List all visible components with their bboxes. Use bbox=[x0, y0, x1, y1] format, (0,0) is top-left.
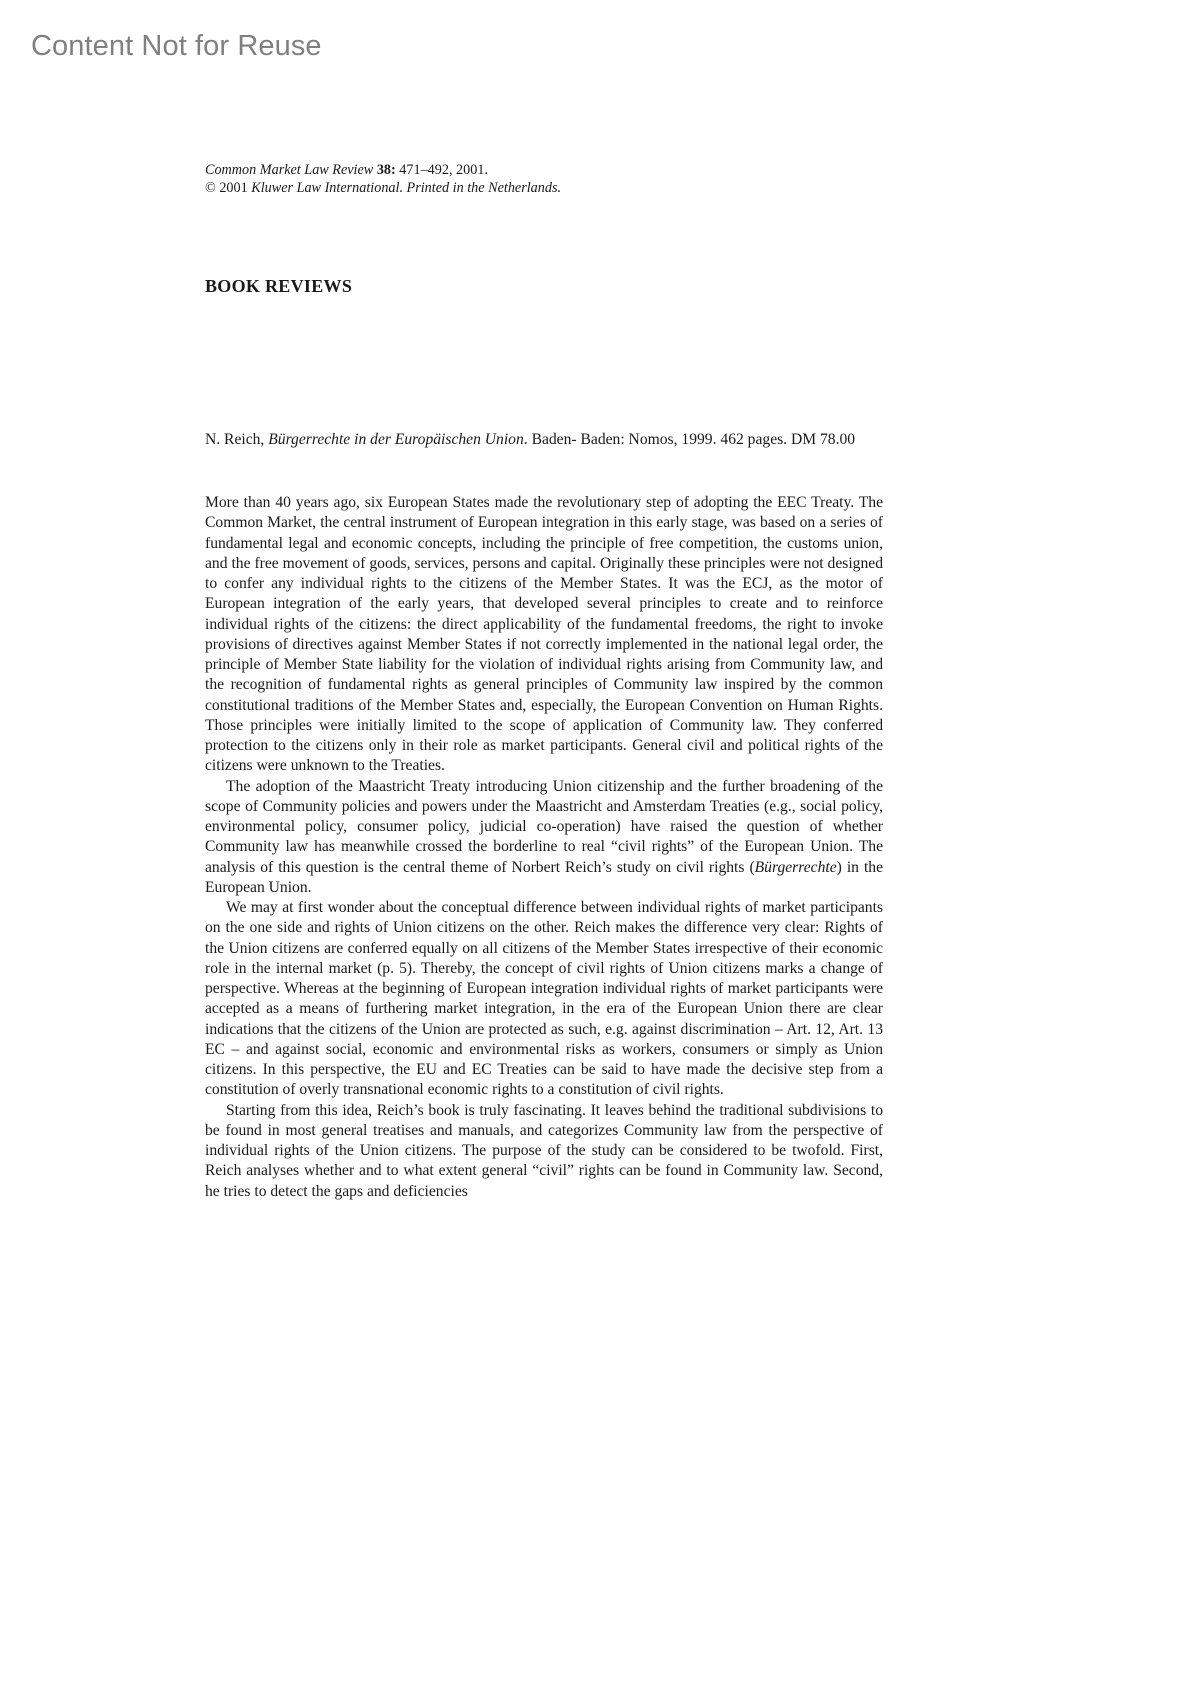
copyright-icon: © bbox=[205, 180, 216, 196]
review-paragraph-3: We may at first wonder about the conceptual difference between individual rights of market participants on the one side and rights of Union citizens on the other. Reich makes the difference very clear: Rights of the Union citizens are conferred equally on all citizens of the Member States irrespective of their economic role in the internal market (p. 5). Thereby, the concept of civil rights of Union citizens marks a change of perspective. Whereas at the beginning of European integration individual rights of market participants were accepted as a means of furthering market integration, in the era of the European Union there are clear indications that the citizens of the Union are protected as such, e.g. against discrimination – Art. 12, Art. 13 EC – and against social, economic and environmental risks as workers, consumers or simply as Union citizens. In this perspective, the EU and EC Treaties can be said to have made the decisive step from a constitution of overly transnational economic rights to a constitution of civil rights. bbox=[205, 899, 883, 1099]
book-title: Bürgerrechte in der Europäischen Union bbox=[268, 431, 524, 448]
printed-location: Printed in the Netherlands. bbox=[406, 180, 562, 196]
paragraph-2-text-start: The adoption of the Maastricht Treaty introducing Union citizenship and the further broadening of the scope of Community policies and powers under the Maastricht and Amsterdam Treaties (e.g., social policy, environmental policy, consumer policy, judicial co-operation) have raised the question of whether Community law has meanwhile crossed the borderline to real “civil rights” of the European Union. The analysis of this question is the central theme of Norbert Reich’s study on civil rights ( bbox=[205, 777, 883, 876]
paragraph-2-italic-term: Bürgerrechte bbox=[754, 858, 837, 876]
copyright-year: 2001 bbox=[219, 180, 248, 196]
watermark: Content Not for Reuse bbox=[31, 30, 322, 62]
book-citation bbox=[205, 430, 883, 450]
copyright-line bbox=[205, 179, 905, 197]
section-title: BOOK REVIEWS bbox=[205, 276, 353, 296]
journal-citation-line bbox=[205, 161, 905, 179]
publisher-name: Kluwer Law International. bbox=[251, 180, 403, 196]
review-paragraph-4: Starting from this idea, Reich’s book is truly fascinating. It leaves behind the traditional subdivisions to be found in most general treatises and manuals, and categorizes Community law from the perspective of individual rights of the Union citizens. The purpose of the study can be considered to be twofold. First, Reich analyses whether and to what extent general “civil” rights can be found in Community law. Second, he tries to detect the gaps and deficiencies bbox=[205, 1101, 883, 1200]
review-body bbox=[205, 493, 883, 1200]
journal-name: Common Market Law Review bbox=[205, 162, 374, 178]
journal-pages: 471–492, 2001. bbox=[399, 162, 488, 178]
review-paragraph-2 bbox=[205, 777, 883, 899]
book-publication: . Baden- Baden: Nomos, 1999. 462 pages. DM 78.00 bbox=[523, 431, 856, 448]
book-author: N. Reich, bbox=[205, 431, 265, 448]
paragraph-2-text-end: ) in the European Union. bbox=[205, 858, 883, 896]
review-paragraph-1: More than 40 years ago, six European States made the revolutionary step of adopting the EEC Treaty. The Common Market, the central instrument of European integration in this early stage, was based on a series of fundamental legal and economic concepts, including the principle of free competition, the customs union, and the free movement of goods, services, persons and capital. Originally these principles were not designed to confer any individual rights to the citizens of the Member States. It was the ECJ, as the motor of European integration of the early years, that developed several principles to create and to reinforce individual rights of the citizens: the direct applicability of the fundamental freedoms, the right to invoke provisions of directives against Member States if not correctly implemented in the national legal order, the principle of Member State liability for the violation of individual rights arising from Community law, and the recognition of fundamental rights as general principles of Community law inspired by the common constitutional traditions of the Member States and, especially, the European Convention on Human Rights. Those principles were initially limited to the scope of application of Community law. They conferred protection to the citizens only in their role as market participants. General civil and political rights of the citizens were unknown to the Treaties. bbox=[205, 494, 883, 775]
journal-volume: 38: bbox=[376, 162, 396, 178]
journal-header bbox=[205, 161, 905, 197]
